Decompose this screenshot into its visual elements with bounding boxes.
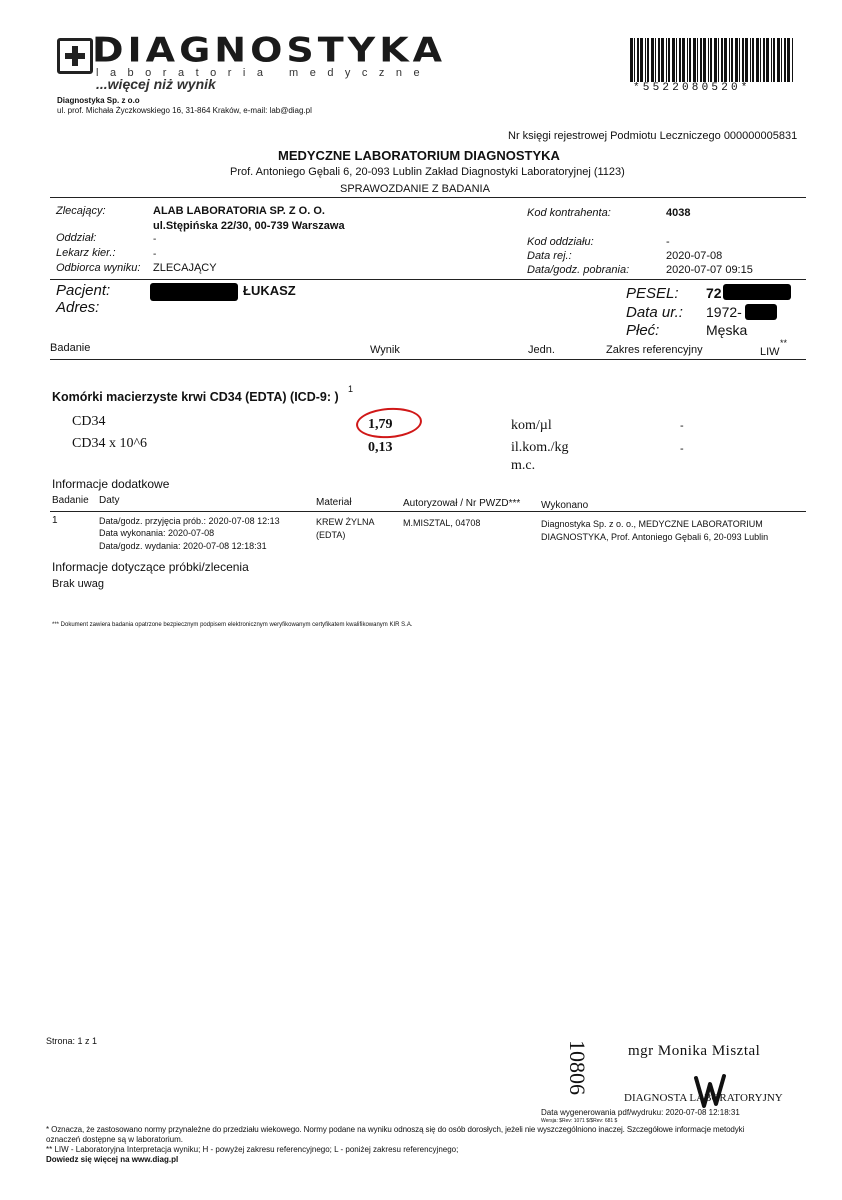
contractor-code-value: 4038 <box>666 207 691 219</box>
barcode-bar <box>731 38 733 82</box>
barcode-bar <box>781 38 782 82</box>
barcode-number: *5522080520* <box>633 82 751 94</box>
footer-note-3: ** LIW - Laboratoryjna Interpretacja wyniku; H - powyżej zakresu referencyjnego; L - poniżej zakresu referencyjnego; <box>46 1145 459 1154</box>
barcode-bar <box>742 38 744 82</box>
col-unit: Jedn. <box>528 344 555 356</box>
doctor-label: Lekarz kier.: <box>56 247 116 259</box>
barcode-bar <box>679 38 681 82</box>
dob-label: Data ur.: <box>626 304 683 321</box>
department-label: Oddział: <box>56 232 97 244</box>
add-row-auth: M.MISZTAL, 04708 <box>403 518 481 528</box>
registry-number: Nr księgi rejestrowej Podmiotu Leczniczego 000000005831 <box>508 130 798 142</box>
row-cd34x-unit: il.kom./kg <box>511 440 569 455</box>
additional-title: Informacje dodatkowe <box>52 477 170 491</box>
add-row-date3: Data/godz. wydania: 2020-07-08 12:18:31 <box>99 541 267 551</box>
barcode-bar <box>750 38 751 82</box>
barcode-bar <box>693 38 696 82</box>
add-row-performed1: Diagnostyka Sp. z o. o., MEDYCZNE LABORATORIUM <box>541 519 763 529</box>
recipient-label: Odbiorca wyniku: <box>56 262 141 274</box>
pesel-value: 72 <box>706 285 722 301</box>
doctor-value: - <box>153 249 157 260</box>
sex-value: Męska <box>706 322 748 338</box>
barcode-bar <box>763 38 765 82</box>
test-group-title: Komórki macierzyste krwi CD34 (EDTA) (ICD-9: ) <box>52 390 339 404</box>
logo-subtitle: laboratoria medyczne <box>96 67 432 79</box>
add-col-dates: Daty <box>99 495 120 506</box>
add-row-date2: Data wykonania: 2020-07-08 <box>99 528 215 538</box>
add-row-performed2: DIAGNOSTYKA, Prof. Antoniego Gębali 6, 20-093 Lublin <box>541 532 769 542</box>
patient-label: Pacjent: <box>56 282 111 299</box>
row-cd34-reference: - <box>680 420 684 432</box>
col-reference: Zakres referencyjny <box>606 344 703 356</box>
barcode-bar <box>651 38 654 82</box>
page-number: Strona: 1 z 1 <box>46 1036 98 1046</box>
barcode-bar <box>739 38 740 82</box>
divider <box>50 279 806 280</box>
generated-date: Data wygenerowania pdf/wydruku: 2020-07-08 12:18:31 <box>541 1108 740 1117</box>
sample-info-value: Brak uwag <box>52 578 104 590</box>
collection-value: 2020-07-07 09:15 <box>666 264 753 276</box>
barcode <box>630 38 795 82</box>
barcode-bar <box>668 38 670 82</box>
barcode-bar <box>658 38 660 82</box>
barcode-bar <box>760 38 761 82</box>
barcode-bar <box>666 38 667 82</box>
barcode-bar <box>634 38 635 82</box>
stamp-number: 10806 <box>565 1040 590 1095</box>
signature-note: *** Dokument zawiera badania opatrzone bezpiecznym podpisem elektronicznym weryfikowanym certyfikatem kwalifikowanym KIR S.A. <box>52 622 413 628</box>
dob-value: 1972- <box>706 304 742 320</box>
ordering-address: ul.Stępińska 22/30, 00-739 Warszawa <box>153 220 345 232</box>
logo-wordmark: DIAGNOSTYKA <box>92 30 447 70</box>
version: Wersja: $Rev: 1071 $/$Rev: 681 $ <box>541 1118 618 1124</box>
barcode-bar <box>655 38 656 82</box>
row-cd34-unit: kom/µl <box>511 418 552 433</box>
highlight-circle <box>355 406 423 441</box>
company-name: Diagnostyka Sp. z o.o <box>57 96 140 105</box>
barcode-bar <box>729 38 730 82</box>
reg-date-label: Data rej.: <box>527 250 572 262</box>
footer-link[interactable]: Dowiedz się więcej na www.diag.pl <box>46 1155 179 1164</box>
barcode-bar <box>752 38 754 82</box>
barcode-bar <box>637 38 639 82</box>
add-row-date1: Data/godz. przyjęcia prób.: 2020-07-08 12:13 <box>99 516 280 526</box>
contractor-code-label: Kod kontrahenta: <box>527 207 611 219</box>
barcode-bar <box>630 38 633 82</box>
sex-label: Płeć: <box>626 322 660 339</box>
barcode-bar <box>745 38 748 82</box>
barcode-bar <box>697 38 698 82</box>
footer-note-2: oznaczeń dostępne są w laboratorium. <box>46 1135 183 1144</box>
footer-note-1: * Oznacza, że zastosowano normy przynależne do przedziału wiekowego. Normy podane na wyniku odnoszą się do osób dorosłych, jeżeli nie wyszczególniono inaczej. Szczegółowe informacje metodyki <box>46 1125 745 1134</box>
stamp-title: DIAGNOSTA LABORATORYJNY <box>624 1092 783 1104</box>
barcode-bar <box>661 38 664 82</box>
barcode-bar <box>771 38 772 82</box>
redacted-pesel <box>723 284 791 300</box>
barcode-bar <box>784 38 786 82</box>
redacted-surname <box>150 283 238 301</box>
barcode-bar <box>718 38 719 82</box>
barcode-bar <box>721 38 723 82</box>
recipient-value: ZLECAJĄCY <box>153 262 217 274</box>
stamp-name: mgr Monika Misztal <box>628 1043 761 1059</box>
barcode-bar <box>682 38 685 82</box>
divider <box>50 359 806 360</box>
barcode-bar <box>787 38 790 82</box>
barcode-bar <box>708 38 709 82</box>
barcode-bar <box>689 38 691 82</box>
signature-mark <box>690 1072 730 1112</box>
divider <box>50 511 806 512</box>
ordering-label: Zlecający: <box>56 205 106 217</box>
barcode-bar <box>710 38 712 82</box>
barcode-bar <box>645 38 646 82</box>
department-value: - <box>153 234 157 245</box>
collection-label: Data/godz. pobrania: <box>527 264 630 276</box>
ordering-name: ALAB LABORATORIA SP. Z O. O. <box>153 205 325 217</box>
barcode-bar <box>756 38 759 82</box>
barcode-bar <box>777 38 780 82</box>
barcode-bar <box>724 38 727 82</box>
dept-code-value: - <box>666 236 670 248</box>
row-cd34x-name: CD34 x 10^6 <box>72 436 148 451</box>
test-group-sup: 1 <box>348 384 354 394</box>
logo-cross-icon <box>57 38 93 74</box>
row-cd34x-unit2: m.c. <box>511 458 536 473</box>
row-cd34x-reference: - <box>680 443 684 455</box>
report-title: SPRAWOZDANIE Z BADANIA <box>340 183 490 195</box>
address-label: Adres: <box>56 299 100 316</box>
row-cd34x-value: 0,13 <box>368 440 393 455</box>
row-cd34-name: CD34 <box>72 414 106 429</box>
add-row-material1: KREW ŻYLNA <box>316 517 375 527</box>
patient-name: ŁUKASZ <box>243 283 296 298</box>
add-col-performed: Wykonano <box>541 500 589 511</box>
barcode-bar <box>714 38 717 82</box>
barcode-bar <box>773 38 775 82</box>
barcode-bar <box>672 38 675 82</box>
company-address: ul. prof. Michała Życzkowskiego 16, 31-864 Kraków, e-mail: lab@diag.pl <box>57 106 312 115</box>
redacted-dob <box>745 304 777 320</box>
add-col-test: Badanie <box>52 495 89 506</box>
barcode-bar <box>640 38 643 82</box>
col-liw: LIW <box>760 346 780 358</box>
dept-code-label: Kod oddziału: <box>527 236 594 248</box>
barcode-bar <box>703 38 706 82</box>
row-cd34-value: 1,79 <box>368 417 393 432</box>
barcode-bar <box>766 38 769 82</box>
lab-address: Prof. Antoniego Gębali 6, 20-093 Lublin Zakład Diagnostyki Laboratoryjnej (1123) <box>230 166 625 178</box>
pesel-label: PESEL: <box>626 285 679 302</box>
barcode-bar <box>676 38 677 82</box>
sample-info-title: Informacje dotyczące próbki/zlecenia <box>52 560 249 574</box>
add-row-test: 1 <box>52 515 58 526</box>
col-test: Badanie <box>50 342 91 354</box>
lab-name: MEDYCZNE LABORATORIUM DIAGNOSTYKA <box>278 148 560 163</box>
add-row-material2: (EDTA) <box>316 530 346 540</box>
reg-date-value: 2020-07-08 <box>666 250 723 262</box>
barcode-bar <box>792 38 793 82</box>
logo-tagline: ...więcej niż wynik <box>96 76 216 92</box>
barcode-bar <box>687 38 688 82</box>
col-liw-sup: ** <box>780 338 788 348</box>
add-col-auth: Autoryzował / Nr PWZD*** <box>403 498 521 509</box>
col-result: Wynik <box>370 344 400 356</box>
barcode-bar <box>647 38 649 82</box>
divider <box>50 197 806 198</box>
barcode-bar <box>700 38 702 82</box>
add-col-material: Materiał <box>316 497 352 508</box>
barcode-bar <box>735 38 738 82</box>
